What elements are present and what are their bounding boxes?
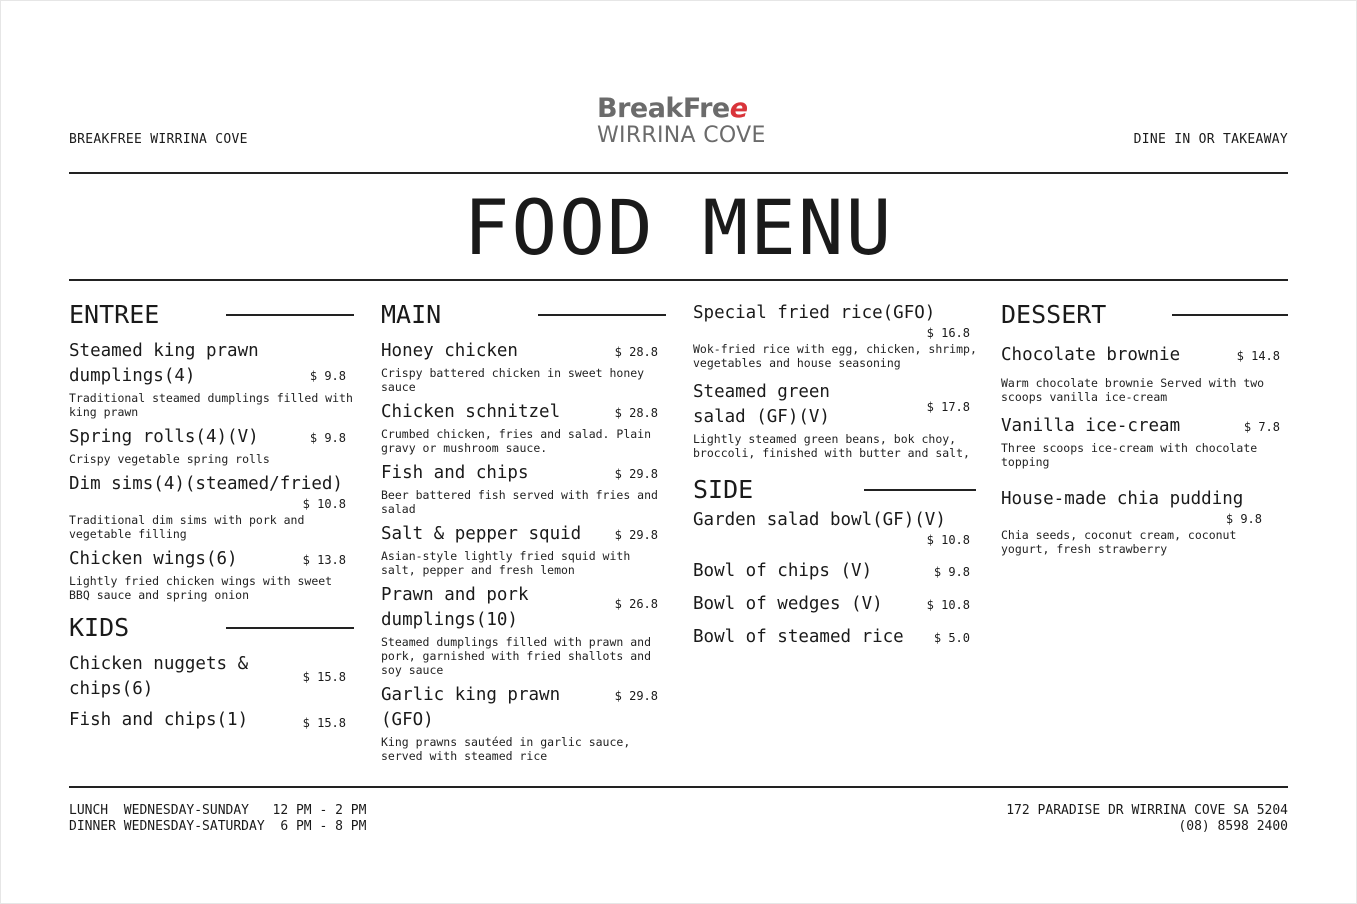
opening-hours — [69, 803, 366, 835]
item-price: $ 10.8 — [926, 533, 970, 547]
menu-item — [1001, 487, 1288, 556]
section-title: ENTREE — [69, 300, 160, 329]
menu-item — [693, 508, 978, 547]
item-name: Special fried rice(GFO) — [693, 303, 936, 323]
item-name: Garlic king prawn (GFO) — [381, 685, 561, 730]
section-title: SIDE — [693, 475, 754, 504]
item-name: Bowl of wedges (V) — [693, 594, 883, 614]
top-divider — [69, 172, 1288, 174]
item-description: Warm chocolate brownie Served with two scoops vanilla ice-cream — [1001, 376, 1265, 404]
item-price: $ 28.8 — [614, 345, 658, 359]
item-description: Traditional dim sims with pork and vegetable filling — [69, 513, 305, 541]
item-price: $ 10.8 — [926, 598, 970, 612]
item-description: Crumbed chicken, fries and salad. Plain gravy or mushroom sauce. — [381, 427, 652, 455]
menu-item — [69, 547, 354, 602]
item-price: $ 16.8 — [926, 326, 970, 340]
contact-info — [1006, 803, 1288, 835]
section-title: KIDS — [69, 613, 130, 642]
item-name: Prawn and pork dumplings(10) — [381, 585, 529, 630]
item-price: $ 10.8 — [302, 497, 346, 511]
menu-item — [693, 625, 978, 658]
breakfree-logo — [597, 94, 767, 148]
item-description: Three scoops ice-cream with chocolate topping — [1001, 441, 1258, 469]
section-header-main — [381, 299, 666, 333]
item-name: Dim sims(4)(steamed/fried) — [69, 474, 343, 494]
item-name: Chicken schnitzel — [381, 402, 561, 422]
item-description: Chia seeds, coconut cream, coconut yogurt, fresh strawberry — [1001, 528, 1237, 556]
phone-number: (08) 8598 2400 — [1178, 819, 1288, 834]
section-rule — [538, 314, 666, 316]
item-price: $ 7.8 — [1243, 420, 1280, 434]
hours-dinner: DINNER WEDNESDAY-SATURDAY 6 PM - 8 PM — [69, 819, 367, 834]
item-description: Lightly fried chicken wings with sweet BBQ sauce and spring onion — [69, 574, 333, 602]
item-price: $ 13.8 — [302, 553, 346, 567]
item-name: House-made chia pudding — [1001, 489, 1244, 509]
section-header-kids — [69, 612, 354, 646]
menu-item — [1001, 343, 1288, 404]
item-price: $ 28.8 — [614, 406, 658, 420]
section-header-side — [693, 474, 978, 508]
menu-item — [381, 461, 666, 516]
item-name: Honey chicken — [381, 341, 518, 361]
item-price: $ 26.8 — [614, 597, 658, 611]
item-name: Garden salad bowl(GF)(V) — [693, 510, 946, 530]
service-type: DINE IN OR TAKEAWAY — [1133, 132, 1288, 147]
page-title: FOOD MENU — [463, 183, 894, 272]
item-name: Steamed king prawn dumplings(4) — [69, 341, 259, 386]
menu-item — [381, 583, 666, 677]
menu-item — [381, 683, 666, 763]
column-main — [381, 299, 666, 763]
item-description: Crispy battered chicken in sweet honey sauce — [381, 366, 645, 394]
menu-item — [381, 400, 666, 455]
item-price: $ 17.8 — [926, 400, 970, 414]
menu-item — [1001, 414, 1288, 469]
section-title: DESSERT — [1001, 300, 1107, 329]
section-rule — [864, 489, 976, 491]
logo-brand: BreakFre — [597, 93, 730, 124]
item-price: $ 15.8 — [302, 670, 346, 684]
item-name: Spring rolls(4)(V) — [69, 427, 259, 447]
section-rule — [226, 314, 354, 316]
address: 172 PARADISE DR WIRRINA COVE SA 5204 — [1006, 803, 1288, 818]
item-name: Fish and chips — [381, 463, 529, 483]
column-dessert — [1001, 299, 1288, 556]
menu-item — [69, 652, 354, 702]
item-name: Chocolate brownie — [1001, 345, 1181, 365]
item-price: $ 5.0 — [933, 631, 970, 645]
item-price: $ 29.8 — [614, 528, 658, 542]
menu-item — [69, 472, 354, 541]
item-name: Salt & pepper squid — [381, 524, 582, 544]
item-name: Chicken nuggets & chips(6) — [69, 654, 249, 699]
item-price: $ 9.8 — [309, 369, 346, 383]
section-header-dessert — [1001, 299, 1288, 333]
item-price: $ 9.8 — [309, 431, 346, 445]
item-description: Wok-fried rice with egg, chicken, shrimp, vegetables and house seasoning — [693, 342, 977, 370]
item-description: Asian-style lightly fried squid with salt, pepper and fresh lemon — [381, 549, 631, 577]
menu-item — [381, 522, 666, 577]
section-rule — [1172, 314, 1288, 316]
item-price: $ 9.8 — [933, 565, 970, 579]
section-rule — [226, 627, 354, 629]
item-name: Steamed green salad (GF)(V) — [693, 382, 830, 427]
item-description: Crispy vegetable spring rolls — [69, 452, 270, 466]
item-price: $ 29.8 — [614, 689, 658, 703]
menu-item — [693, 301, 978, 370]
menu-item — [69, 708, 354, 733]
section-header-entree — [69, 299, 354, 333]
item-description: Traditional steamed dumplings filled with king prawn — [69, 391, 353, 419]
item-description: King prawns sautéed in garlic sauce, served with steamed rice — [381, 735, 631, 763]
item-name: Vanilla ice-cream — [1001, 416, 1181, 436]
menu-item — [69, 425, 354, 466]
footer-divider — [69, 786, 1288, 788]
item-price: $ 15.8 — [302, 716, 346, 730]
hours-lunch: LUNCH WEDNESDAY-SUNDAY 12 PM - 2 PM — [69, 803, 367, 818]
item-price: $ 14.8 — [1236, 349, 1280, 363]
venue-name: BREAKFREE WIRRINA COVE — [69, 132, 248, 147]
item-description: Beer battered fish served with fries and salad — [381, 488, 658, 516]
section-title: MAIN — [381, 300, 442, 329]
item-name: Fish and chips(1) — [69, 710, 249, 730]
item-name: Chicken wings(6) — [69, 549, 238, 569]
item-price: $ 29.8 — [614, 467, 658, 481]
column-entree-kids — [69, 299, 354, 733]
item-price: $ 9.8 — [1225, 512, 1262, 526]
menu-item — [693, 559, 978, 592]
item-name: Bowl of chips (V) — [693, 561, 873, 581]
item-description: Lightly steamed green beans, bok choy, broccoli, finished with butter and salt, — [693, 432, 970, 460]
column-rice-side — [693, 299, 978, 658]
menu-item — [693, 592, 978, 625]
menu-item — [69, 339, 354, 419]
title-divider — [69, 279, 1288, 281]
menu-item — [381, 339, 666, 394]
item-name: Bowl of steamed rice — [693, 627, 904, 647]
item-description: Steamed dumplings filled with prawn and pork, garnished with fried shallots and soy sauce — [381, 635, 652, 677]
logo-mark: e — [729, 93, 748, 124]
logo-location: WIRRINA COVE — [597, 123, 766, 148]
menu-item — [693, 380, 978, 460]
